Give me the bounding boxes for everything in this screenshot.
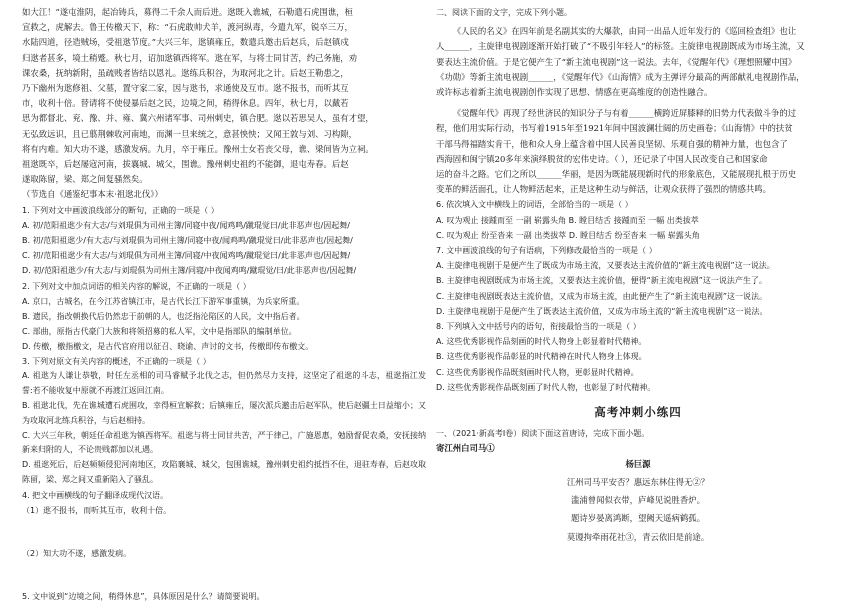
option-c[interactable]: C. 大兴三年秋，朝廷任命祖逖为镇西将军。祖逖与将士同甘共苦，严于律己，广施恩惠，勉励督促农桑，安抚接纳新来归附的人，不论贵贱都加以礼遇。 <box>22 430 426 455</box>
passage-line: 人______，主旋律电视剧逐渐开始打破了“不吸引年轻人”的标签。主旋律电视剧既成为市场主流，又 <box>436 41 805 52</box>
passage-line: 干部马得福踏实肯干，他和众人身上蕴含着中国人民善良坚韧、乐观自强的精神力量，也包含了 <box>436 138 788 149</box>
right-column <box>436 5 840 548</box>
passage-line: 运的奋斗之路。它们之所以______华丽，是因为既能展现新时代的形象底色，又能展现扎根于历史 <box>436 169 797 180</box>
passage-line: 祖逖既卒，后赵屡寇河南，拔襄城、城父，围谯。豫州刺史祖约不能御，退屯寿春。后赵 <box>22 159 349 170</box>
option-a[interactable]: A. 京口，古城名，在今江苏省镇江市，是古代长江下游军事重镇，为兵家所重。 <box>22 296 305 306</box>
option-a[interactable]: A. 初/范阳祖逖少有大志/与刘琨俱为司州主簿/同寝中夜/闻鸡鸣/蹴琨觉曰/此非恶声也/因起舞/ <box>22 220 350 230</box>
poem <box>436 441 840 544</box>
passage-line: 市，收利十倍。替请将不使侵暴后赵之民，边境之间，稍得休息。四年，秋七月，以戴若 <box>22 98 349 109</box>
poem-line: 滥浦曾闻似衣带，庐峰见说胜香炉。 <box>571 495 705 506</box>
poem-line: 江州司马平安否？惠远东林住得无②？ <box>566 476 710 487</box>
passage-line: 《功勋》等新主流电视剧______，《觉醒年代》《山海情》成为主弹评分最高的两部献礼电视剧作品， <box>436 71 805 82</box>
question-stem: 7. 文中画波浪线的句子有语病，下列修改最恰当的一项是（ ） <box>436 246 657 256</box>
option-b[interactable]: B. 主旋律电视剧既成为市场主流，又要表达主流价值，便得“新主流电视剧”这一说法产生了。 <box>436 276 767 286</box>
question-5 <box>22 589 426 604</box>
question-stem: 3. 下列对原文有关内容的概述，不正确的一项是（ ） <box>22 356 211 366</box>
question-stem: 6. 依次填入文中横线上的词语，全部恰当的一项是（ ） <box>436 200 633 210</box>
passage-line: 课农桑，抚纳新附，虽疏贱者皆结以恩礼。逖练兵积谷，为取河北之计。后赵王勒患之， <box>22 67 349 78</box>
option-d[interactable]: D. 这些优秀影视作品既刻画了时代人物，也彰显了时代精神。 <box>436 382 656 392</box>
passage-line: 程，他们用实际行动，书写着1915年至1921年间中国波澜壮阔的历史画卷；《山海情》中的扶贫 <box>436 123 793 134</box>
option-c[interactable]: C. 部曲，原指古代豪门大族和将领招募的私人军，文中是指部队的编制单位。 <box>22 327 297 337</box>
option-b[interactable]: B. 这些优秀影视作品彰显的时代精神在时代人物身上体现。 <box>436 352 647 362</box>
passage-line: 遂取陈留，梁、郑之间复骚然矣。 <box>22 174 148 185</box>
option-b[interactable]: B. 遗民，指改朝换代后仍然忠于前朝的人，也泛指沦陷区的人民，文中指后者。 <box>22 312 305 322</box>
passage-line: 将有内难。知大功不遂，感激发病。九月，卒于雍丘。豫州士女若丧父母，谯、梁间皆为立祠。 <box>22 143 374 154</box>
question-4 <box>22 488 426 590</box>
question-stem: 4. 把文中画横线的句子翻译成现代汉语。 <box>22 490 169 500</box>
question-7 <box>436 243 840 319</box>
question-6 <box>436 197 840 243</box>
question-stem: 8. 下列填入文中括号内的语句，衔接最恰当的一项是（ ） <box>436 322 641 332</box>
question-stem: 2. 下列对文中加点词语的相关内容的解说，不正确的一项是（ ） <box>22 281 251 291</box>
poem-line: 莫谩拘牵雨花社③，青云依旧是前途。 <box>566 531 710 542</box>
source-note: （节选自《通鉴纪事本末·祖逖北伐》） <box>22 189 163 200</box>
question-2 <box>22 279 426 355</box>
option-b[interactable]: B. 初/范阳祖逖少/有大志/与刘琨俱为司州主簿/同寝中夜/闻鸡鸣/蹴琨觉曰/此非恶声也/因起舞/ <box>22 236 353 246</box>
passage-line: 水陆四道，径造贼场，受祖逖节度。”大兴三年，逖镇雍丘，数遣兵邀击后赵兵，后赵镇戍 <box>22 37 349 48</box>
modern-passage <box>436 24 840 197</box>
section-1-heading: 一、（2021·新高考Ⅰ卷）阅读下面这首唐诗，完成下面小题。 <box>436 429 650 439</box>
question-8 <box>436 319 840 395</box>
option-a[interactable]: A. 祖逖为人谦让恭敬，时任左丞相的司马睿赋予北伐之志，但仍然尽力支持，这坚定了祖逖的斗志，祖逖指江发誓:若不能收复中原就不再渡江返回江南。 <box>22 371 426 396</box>
passage-line: 《觉醒年代》再现了经世济民的知识分子与有着______横跨近屏膝释的旧势力代表做斗争的过 <box>452 108 797 119</box>
poem-line: 题诗岁晏离鸿断，望阙天遥病鹤孤。 <box>571 513 705 524</box>
translation-item-1: （1）逖不报书，而听其互市，收利十倍。 <box>22 506 172 516</box>
passage-line: 如大江！”遂屯淮阴，起冶铸兵，募得二千余人而后进。逖既入谯城，石勒遣石虎围谯，桓 <box>22 7 353 17</box>
poem-title: 寄江州白司马① <box>436 443 495 454</box>
passage-line: 变革的鲜活面孔，让人物鲜活起来，正是这种生动与鲜活，让观众获得了强烈的情感共鸣。 <box>436 184 771 195</box>
poem-author: 杨巨源 <box>625 458 651 469</box>
option-c[interactable]: C. 这些优秀影视作品既刻画时代人物，更彰显时代精神。 <box>436 367 639 377</box>
option-ab[interactable]: A. 叹为观止 接踵而至 一副 崭露头角 B. 瞠目结舌 接踵而至 一幅 出类拔萃 <box>436 215 699 225</box>
translation-item-2: （2）知大功不遂，感激发病。 <box>22 549 132 559</box>
option-d[interactable]: D. 主旋律电视剧于是便产生了既表达主流价值，又成为市场主流的“新主流电视剧”这一说法。 <box>436 306 768 316</box>
passage-line: 《人民的名义》在四年前是名副其实的大爆款，由同一出品人近年发行的《巡回检查组》也让 <box>452 26 797 37</box>
passage-line: 思为都督北、兖、豫、并、雍、冀六州诸军事、司州刺史，镇合肥。逖以若思吴人，虽有才望， <box>22 113 374 124</box>
passage-line: 无弘致远识，且已翦荆棘收河南地，而渊一旦来统之，意甚怏怏；又闻王敦与刘、习构隙， <box>22 128 357 139</box>
passage-line: 或许标志着新主流电视剧创作实现了思想、情感在更高维度的创造性融合。 <box>436 87 713 98</box>
option-a[interactable]: A. 这些优秀影视作品刻画的时代人物身上彰显着时代精神。 <box>436 337 647 347</box>
left-column <box>22 5 426 605</box>
answer-space[interactable] <box>22 561 426 589</box>
answer-space[interactable] <box>22 518 426 546</box>
option-d[interactable]: D. 祖逖死后，后赵频频侵犯河南地区，攻陷襄城、城父，包围谯城，豫州刺史祖约抵挡不住，退驻寿春，后赵攻取陈留，梁、郑之间又重新陷入了骚乱。 <box>22 460 426 485</box>
passage-line: 归逖者甚多，境土稍蹙。秋七月，诏加逖镇西将军。逖在军，与将士同甘苦，约己务施，劝 <box>22 52 357 63</box>
option-d[interactable]: D. 传檄，檄指檄文，是古代官府用以征召、晓谕、声讨的文书，传檄即传布檄文。 <box>22 342 314 352</box>
passage-line: 要表达主流价值。于是它便产生了“新主流电视剧”这一说法。去年，《觉醒年代》《理想照耀中国》 <box>436 56 797 67</box>
option-a[interactable]: A. 主旋律电视剧于是便产生了既成为市场主流，又要表达主流价值的“新主流电视剧”这一说法。 <box>436 261 775 271</box>
option-c[interactable]: C. 主旋律电视剧既表达主流价值，又成为市场主流，由此便产生了“新主流电视剧”这一说法。 <box>436 291 767 301</box>
question-stem: 1. 下列对文中画波浪线部分的断句，正确的一项是（ ） <box>22 205 219 215</box>
question-3 <box>22 355 426 488</box>
passage-line: 宣救之，虎解去。鲁王传檄天下，称：“石虎敢帅犬羊，渡河纵毒，今遣九军，锐卒三万， <box>22 22 353 33</box>
passage-line: 西海固和闽宁镇20多年来演绎脱贫的宏伟史诗。（ ），还记录了中国人民改变自己和国家命 <box>436 153 768 164</box>
option-cd[interactable]: C. 叹为观止 纷至沓来 一副 出类拔萃 D. 瞠目结舌 纷至沓来 一幅 崭露头角 <box>436 230 700 240</box>
option-d[interactable]: D. 初/范阳祖逖少/有大志/与刘琨俱为司州主簿/同寝/中夜闻鸡鸣/蹴琨觉/曰/此非恶声也/因起舞/ <box>22 266 357 276</box>
classical-passage <box>22 5 426 187</box>
option-b[interactable]: B. 祖逖北伐，先在谯城遭石虎围攻，幸得桓宣解救；后镇雍丘，屡次派兵邀击后赵军队，使后赵疆土日益缩小；又为攻取河北练兵积谷，与后赵相持。 <box>22 401 426 425</box>
passage-line: 乃下幽州为逖修祖、父墓，置守家二家，因与逖书，求通使及互市。逖不报书，而听其互 <box>22 83 349 94</box>
practice-section-title: 高考冲刺小练四 <box>594 405 682 420</box>
option-c[interactable]: C. 初/范阳祖逖少有大志/与刘琨俱为司州主簿/同寝/中夜闻鸡鸣/蹴琨觉曰/此非恶声也/因起舞/ <box>22 251 351 261</box>
section-2-heading: 二、阅读下面的文字，完成下列小题。 <box>436 8 572 17</box>
question-1 <box>22 203 426 279</box>
question-stem: 5. 文中说到“边境之间，稍得休息”，具体原因是什么？请简要说明。 <box>22 592 265 602</box>
